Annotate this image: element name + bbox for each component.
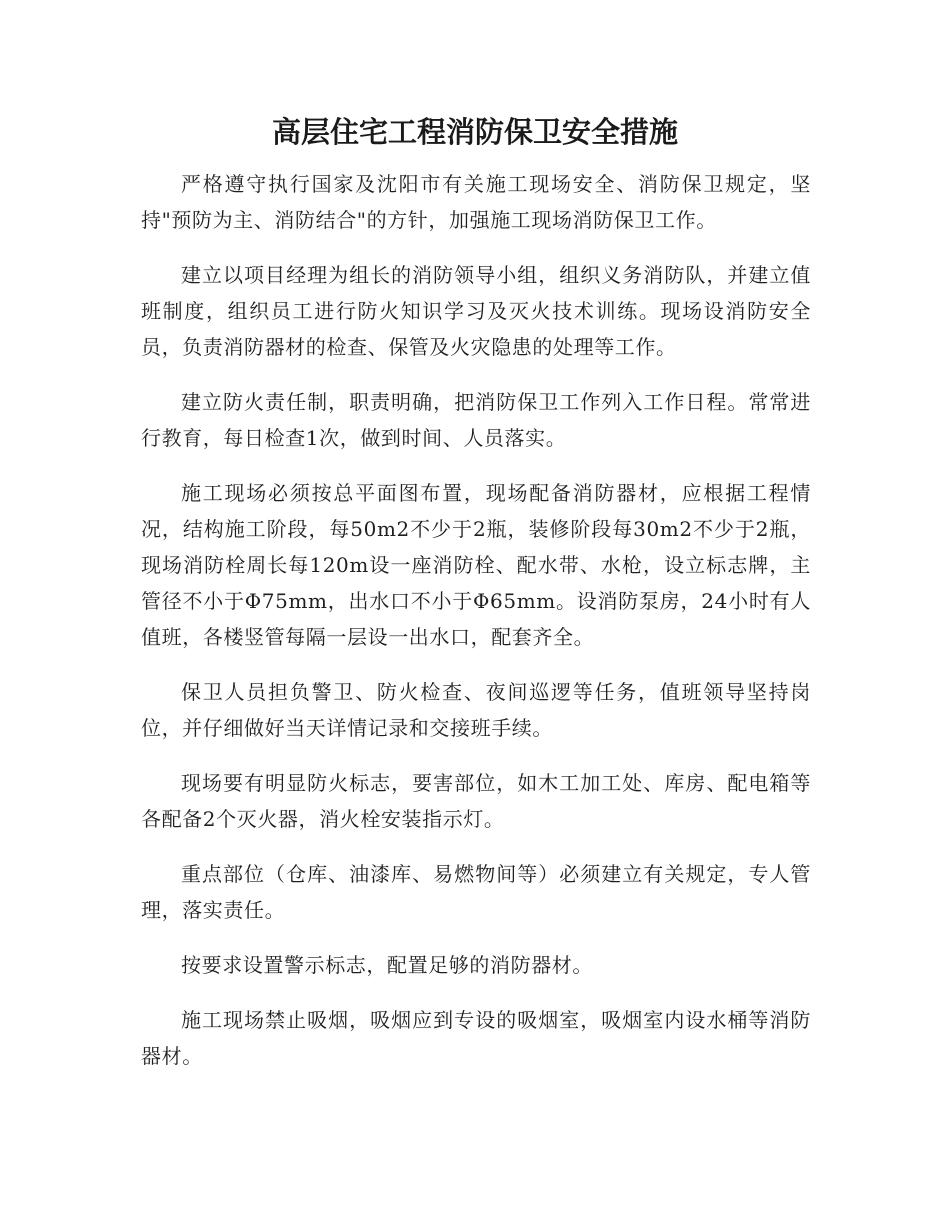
paragraph-3: 建立防火责任制，职责明确，把消防保卫工作列入工作日程。常常进行教育，每日检查1次，做到时间、人员落实。 [141,390,811,450]
paragraph-6: 现场要有明显防火标志，要害部位，如木工加工处、库房、配电箱等各配备2个灭火器，消火栓安装指示灯。 [141,771,811,831]
paragraph-4: 施工现场必须按总平面图布置，现场配备消防器材，应根据工程情况，结构施工阶段，每50m2不少于2瓶，装修阶段每30m2不少于2瓶，现场消防栓周长每120m设一座消防栓、配水带、水枪，设立标志牌，主管径不小于Φ75mm，出水口不小于Φ65mm。设消防泵房，24小时有人值班，各楼竖管每隔一层设一出水口，配套齐全。 [141,481,811,649]
document-body [141,166,811,1093]
paragraph-8: 按要求设置警示标志，配置足够的消防器材。 [181,953,593,977]
paragraph-9: 施工现场禁止吸烟，吸烟应到专设的吸烟室，吸烟室内设水桶等消防器材。 [141,1008,811,1068]
paragraph-1: 严格遵守执行国家及沈阳市有关施工现场安全、消防保卫规定，坚持"预防为主、消防结合"的方针，加强施工现场消防保卫工作。 [141,172,811,232]
paragraph-2: 建立以项目经理为组长的消防领导小组，组织义务消防队，并建立值班制度，组织员工进行防火知识学习及灭火技术训练。现场设消防安全员，负责消防器材的检查、保管及火灾隐患的处理等工作。 [141,263,811,359]
paragraph-7: 重点部位（仓库、油漆库、易燃物间等）必须建立有关规定，专人管理，落实责任。 [141,862,811,922]
paragraph-5: 保卫人员担负警卫、防火检查、夜间巡逻等任务，值班领导坚持岗位，并仔细做好当天详情记录和交接班手续。 [141,680,811,740]
document-title: 高层住宅工程消防保卫安全措施 [271,115,678,149]
